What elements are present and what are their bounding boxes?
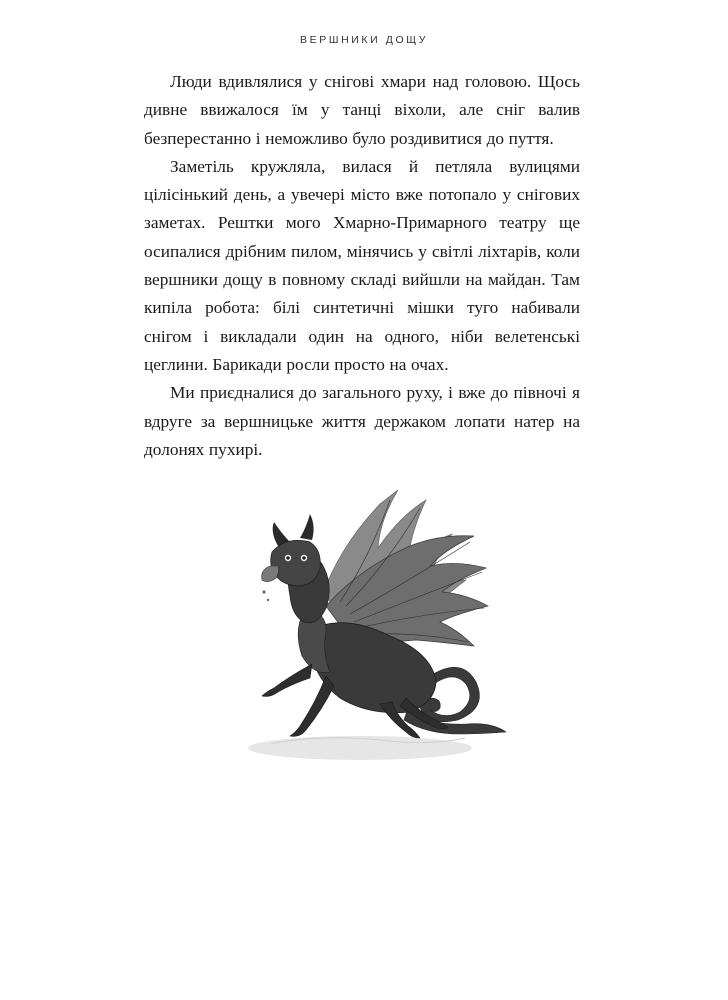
- griffin-drawing-icon: [230, 476, 510, 776]
- creature-illustration: [230, 476, 510, 776]
- paragraph: Ми приєдналися до загального руху, і вже до півночі я вдруге за вершницьке життя держаком лопати натер на долонях пухирі.: [144, 383, 580, 459]
- paragraph: Заметіль кружляла, вилася й петляла вулицями цілісінький день, а увечері місто вже потопало у снігових заметах. Рештки мого Хмарно-Примарного театру ще осипалися дрібним пилом, мінячись у світлі ліхтарів, коли вершники дощу в повному складі вийшли на майдан. Там кипіла робота: білі синтетичні мішки туго набивали снігом і викладали один на одного, ніби велетенські цеглини. Барикади росли просто на очах.: [144, 156, 580, 374]
- body-text: [144, 68, 580, 464]
- running-header: ВЕРШНИКИ ДОЩУ: [300, 34, 428, 46]
- paragraph: Люди вдивлялися у снігові хмари над головою. Щось дивне ввижалося їм у танці віхоли, але сніг валив безперестанно і неможливо було роздивитися до пуття.: [144, 72, 580, 148]
